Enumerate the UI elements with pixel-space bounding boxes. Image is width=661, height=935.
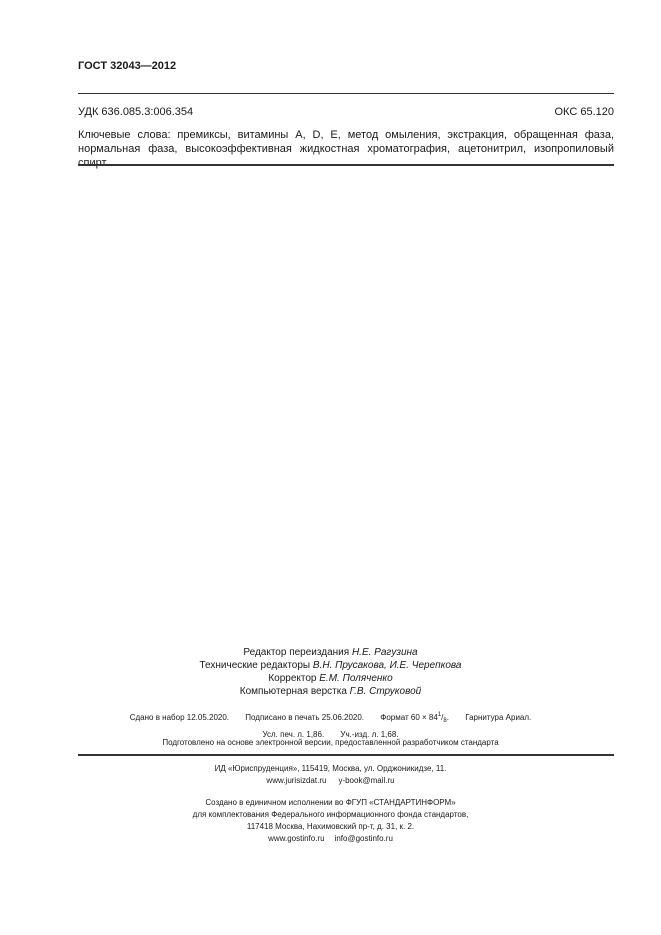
- corrector-line: [0, 672, 661, 685]
- keywords-paragraph: Ключевые слова: премиксы, витамины A, D, E, метод омыления, экстракция, обращенная фаза, нормальная фаза, высокоэффективная жидкостная хроматография, ацетонитрил, изопропиловый спирт: [78, 129, 614, 169]
- creation-line-2: для комплектования Федерального информационного фонда стандартов,: [192, 810, 469, 819]
- tech-editors-label: Технические редакторы: [199, 660, 311, 671]
- pub-sheets: Уч.-изд. л. 1,68.: [340, 730, 399, 739]
- publisher-contacts: [0, 775, 661, 787]
- print-sheets: Усл. печ. л. 1,86.: [262, 730, 325, 739]
- submitted-date: Сдано в набор 12.05.2020.: [129, 713, 230, 722]
- editor-name: Н.Е. Рагузина: [351, 647, 418, 658]
- format-denominator: 8: [443, 718, 447, 724]
- keywords-divider: [78, 164, 614, 166]
- editorial-credits: [0, 646, 661, 698]
- signed-date: Подписано в печать 25.06.2020.: [245, 713, 365, 722]
- udk-code: УДК 636.085.3:006.354: [78, 106, 194, 118]
- publisher-address: ИД «Юриспруденция», 115419, Москва, ул. Орджоникидзе, 11.: [214, 764, 447, 773]
- standard-code: ГОСТ 32043—2012: [78, 60, 177, 72]
- format-numerator: 1: [437, 712, 442, 718]
- publisher-site-link[interactable]: www.jurisizdat.ru: [266, 776, 327, 785]
- publisher-info: [0, 763, 661, 787]
- creation-info: [0, 797, 661, 845]
- publisher-email-link[interactable]: y-book@mail.ru: [338, 776, 395, 785]
- tech-editors-names: В.Н. Прусакова, И.Е. Черепкова: [312, 660, 462, 671]
- layout-line: [0, 685, 661, 698]
- layout-label: Компьютерная верстка: [239, 686, 347, 697]
- editor-label: Редактор переиздания: [243, 647, 350, 658]
- bottom-divider: [78, 754, 614, 756]
- tech-editors-line: [0, 659, 661, 672]
- format-prefix: Формат 60 × 84: [380, 713, 438, 722]
- creation-address: 117418 Москва, Нахимовский пр-т, д. 31, к. 2.: [246, 822, 415, 831]
- creation-contacts: [0, 833, 661, 845]
- editor-line: [0, 646, 661, 659]
- format-info: Формат $60 \times 84^1/_8$.: [380, 712, 449, 724]
- layout-name: Г.В. Струковой: [349, 686, 422, 697]
- corrector-label: Корректор: [268, 673, 317, 684]
- top-divider: [78, 93, 614, 94]
- prepared-note: Подготовлено на основе электронной версии, предоставленной разработчиком стандарта: [162, 738, 499, 747]
- creation-line-1: Создано в единичном исполнении во ФГУП «СТАНДАРТИНФОРМ»: [205, 798, 456, 807]
- font-info: Гарнитура Ариал.: [465, 713, 532, 722]
- publication-details: [0, 709, 661, 741]
- gostinfo-email-link[interactable]: info@gostinfo.ru: [334, 834, 393, 843]
- publication-row-1: [0, 709, 661, 728]
- gostinfo-site-link[interactable]: www.gostinfo.ru: [268, 834, 325, 843]
- oks-code: ОКС 65.120: [554, 106, 614, 118]
- corrector-name: Е.М. Поляченко: [319, 673, 393, 684]
